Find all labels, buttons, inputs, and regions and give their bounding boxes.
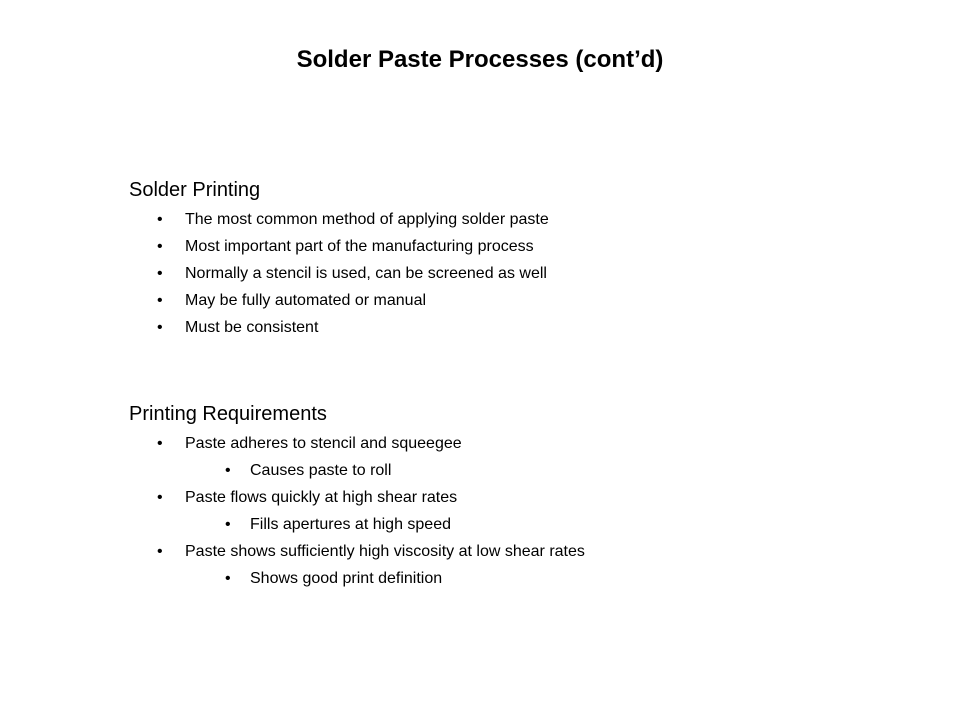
section-printing-requirements	[129, 400, 889, 592]
bullet-item	[129, 314, 889, 341]
bullet-icon: •	[157, 211, 163, 228]
bullet-text: Causes paste to roll	[250, 462, 392, 479]
bullet-text: Paste flows quickly at high shear rates	[185, 489, 458, 506]
sub-bullet-item	[129, 457, 889, 484]
bullet-text: Fills apertures at high speed	[250, 516, 451, 533]
bullet-text: May be fully automated or manual	[185, 292, 427, 309]
bullet-text: Shows good print definition	[250, 570, 443, 587]
bullet-item	[129, 538, 889, 565]
bullet-item	[129, 287, 889, 314]
bullet-icon: •	[157, 489, 163, 506]
bullet-icon: •	[157, 543, 163, 560]
bullet-icon: •	[225, 570, 231, 587]
bullet-item	[129, 260, 889, 287]
bullet-list	[129, 206, 889, 341]
bullet-text: Paste adheres to stencil and squeegee	[185, 435, 462, 452]
section-heading: Printing Requirements	[129, 403, 327, 425]
bullet-text: Normally a stencil is used, can be screened as well	[185, 265, 547, 282]
bullet-icon: •	[157, 292, 163, 309]
section-solder-printing	[129, 176, 889, 341]
bullet-icon: •	[225, 462, 231, 479]
bullet-item	[129, 430, 889, 457]
bullet-icon: •	[157, 435, 163, 452]
bullet-text: The most common method of applying solder paste	[185, 211, 549, 228]
bullet-icon: •	[157, 319, 163, 336]
bullet-text: Paste shows sufficiently high viscosity at low shear rates	[185, 543, 585, 560]
slide-title: Solder Paste Processes (cont’d)	[296, 46, 664, 73]
section-heading: Solder Printing	[129, 179, 261, 201]
sub-bullet-item	[129, 565, 889, 592]
bullet-text: Most important part of the manufacturing process	[185, 238, 534, 255]
bullet-icon: •	[157, 238, 163, 255]
bullet-item	[129, 233, 889, 260]
bullet-item	[129, 206, 889, 233]
bullet-icon: •	[157, 265, 163, 282]
sub-bullet-item	[129, 511, 889, 538]
bullet-list	[129, 430, 889, 592]
bullet-item	[129, 484, 889, 511]
bullet-icon: •	[225, 516, 231, 533]
bullet-text: Must be consistent	[185, 319, 319, 336]
